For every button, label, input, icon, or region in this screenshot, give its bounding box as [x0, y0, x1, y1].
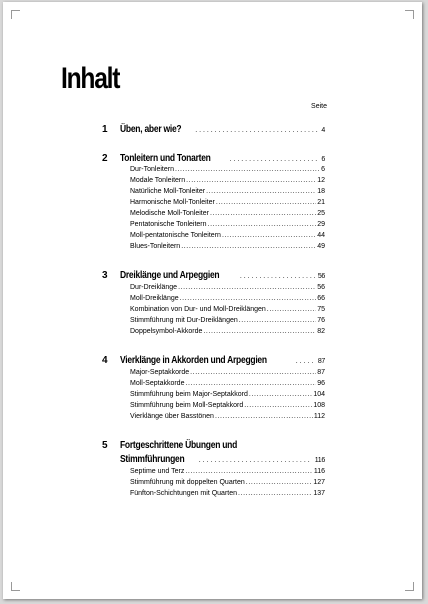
- leader-dots: [244, 402, 312, 409]
- crop-mark: [11, 10, 20, 19]
- leader-dots: [195, 127, 318, 134]
- leader-dots: [208, 221, 317, 228]
- entry-page: 18: [317, 188, 325, 195]
- entry-label: Moll-Septakkorde: [130, 380, 185, 387]
- toc-entry[interactable]: [130, 221, 325, 228]
- chapter-number: 2: [102, 153, 108, 164]
- toc-entry[interactable]: [130, 232, 325, 239]
- crop-mark: [405, 10, 414, 19]
- entry-label: Stimmführung beim Major-Septakkord: [130, 391, 248, 398]
- chapter-number: 1: [102, 124, 108, 135]
- entry-page: 108: [313, 402, 325, 409]
- entry-page: 112: [313, 413, 325, 420]
- chapter-title: Dreiklänge und Arpeggien: [120, 270, 220, 281]
- page-column-label: Seite: [311, 103, 327, 110]
- leader-dots: [203, 328, 316, 335]
- entry-label: Blues-Tonleitern: [130, 243, 181, 250]
- leader-dots: [178, 284, 316, 291]
- toc-entry[interactable]: [130, 306, 325, 313]
- chapter-number: 4: [102, 355, 108, 366]
- chapter-title-row[interactable]: [120, 355, 325, 366]
- leader-dots: [222, 232, 316, 239]
- toc-entry[interactable]: [130, 317, 325, 324]
- leader-dots: [175, 166, 320, 173]
- entry-label: Dur-Dreiklänge: [130, 284, 178, 291]
- chapter-title: Vierklänge in Akkorden und Arpeggien: [120, 355, 267, 366]
- chapter-title[interactable]: [120, 440, 258, 451]
- entry-page: 56: [317, 284, 325, 291]
- chapter-title: Tonleitern und Tonarten: [120, 153, 211, 164]
- leader-dots: [181, 243, 316, 250]
- chapter-title-row[interactable]: [120, 124, 325, 135]
- toc-entry[interactable]: [130, 369, 325, 376]
- entry-page: 6: [321, 166, 325, 173]
- entry-label: Stimmführung mit Dur-Dreiklängen: [130, 317, 238, 324]
- toc-entry[interactable]: [130, 166, 325, 173]
- chapter-title-row[interactable]: [120, 270, 325, 281]
- leader-dots: [249, 391, 312, 398]
- entry-label: Harmonische Moll-Tonleiter: [130, 199, 215, 206]
- toc-entry[interactable]: [130, 177, 325, 184]
- entry-label: Fünfton-Schichtungen mit Quarten: [130, 490, 238, 497]
- entry-page: 49: [317, 243, 325, 250]
- toc-entry[interactable]: [130, 295, 325, 302]
- entry-label: Melodische Moll-Tonleiter: [130, 210, 209, 217]
- toc-entry[interactable]: [130, 479, 325, 486]
- leader-dots: [185, 380, 316, 387]
- entry-page: 21: [317, 199, 325, 206]
- leader-dots: [199, 457, 312, 464]
- leader-dots: [190, 369, 316, 376]
- toc-entry[interactable]: [130, 284, 325, 291]
- crop-mark: [405, 582, 414, 591]
- chapter-page: 116: [314, 457, 325, 464]
- entry-page: 75: [317, 306, 325, 313]
- crop-mark: [11, 582, 20, 591]
- leader-dots: [239, 317, 316, 324]
- leader-dots: [186, 177, 316, 184]
- book-page: [3, 2, 422, 599]
- entry-page: 66: [317, 295, 325, 302]
- chapter-page: 56: [317, 273, 325, 280]
- entry-label: Pentatonische Tonleitern: [130, 221, 207, 228]
- toc-entry[interactable]: [130, 413, 325, 420]
- entry-label: Dur-Tonleitern: [130, 166, 174, 173]
- chapter-page: 87: [317, 358, 325, 365]
- toc-entry[interactable]: [130, 243, 325, 250]
- page-title: Inhalt: [61, 62, 120, 95]
- entry-label: Kombination von Dur- und Moll-Dreiklängen: [130, 306, 266, 313]
- chapter-title-row[interactable]: [120, 454, 325, 465]
- entry-page: 29: [317, 221, 325, 228]
- leader-dots: [185, 468, 312, 475]
- toc-entry[interactable]: [130, 380, 325, 387]
- entry-page: 82: [317, 328, 325, 335]
- entry-label: Vierklänge über Basstönen: [130, 413, 214, 420]
- leader-dots: [215, 413, 313, 420]
- leader-dots: [246, 479, 313, 486]
- toc-entry[interactable]: [130, 490, 325, 497]
- chapter-title-line: Fortgeschrittene Übungen und: [120, 440, 238, 451]
- entry-label: Septime und Terz: [130, 468, 185, 475]
- entry-page: 127: [313, 479, 325, 486]
- toc-entry[interactable]: [130, 391, 325, 398]
- leader-dots: [206, 188, 316, 195]
- entry-label: Moll-Dreiklänge: [130, 295, 179, 302]
- entry-page: 137: [313, 490, 325, 497]
- chapter-page: 4: [321, 127, 325, 134]
- entry-label: Stimmführung beim Moll-Septakkord: [130, 402, 244, 409]
- leader-dots: [180, 295, 317, 302]
- entry-label: Stimmführung mit doppelten Quarten: [130, 479, 245, 486]
- leader-dots: [230, 156, 319, 163]
- entry-page: 44: [317, 232, 325, 239]
- chapter-number: 5: [102, 440, 108, 451]
- leader-dots: [296, 358, 315, 365]
- entry-label: Doppelsymbol-Akkorde: [130, 328, 203, 335]
- entry-page: 96: [317, 380, 325, 387]
- leader-dots: [238, 490, 312, 497]
- leader-dots: [216, 199, 316, 206]
- entry-label: Major-Septakkorde: [130, 369, 190, 376]
- entry-label: Modale Tonleitern: [130, 177, 186, 184]
- entry-page: 104: [313, 391, 325, 398]
- toc-entry[interactable]: [130, 188, 325, 195]
- chapter-title-row[interactable]: [120, 153, 325, 164]
- chapter-page: 6: [321, 156, 325, 163]
- entry-page: 87: [317, 369, 325, 376]
- leader-dots: [210, 210, 316, 217]
- toc-entry[interactable]: [130, 199, 325, 206]
- chapter-title-line: Stimmführungen: [120, 454, 185, 465]
- leader-dots: [240, 273, 315, 280]
- toc-entry[interactable]: [130, 468, 325, 475]
- entry-page: 12: [317, 177, 325, 184]
- entry-label: Natürliche Moll-Tonleiter: [130, 188, 206, 195]
- toc-entry[interactable]: [130, 402, 325, 409]
- toc-entry[interactable]: [130, 210, 325, 217]
- toc-entry[interactable]: [130, 328, 325, 335]
- entry-page: 25: [317, 210, 325, 217]
- entry-page: 76: [317, 317, 325, 324]
- chapter-title: Üben, aber wie?: [120, 124, 182, 135]
- entry-page: 116: [313, 468, 325, 475]
- entry-label: Moll-pentatonische Tonleitern: [130, 232, 221, 239]
- leader-dots: [267, 306, 316, 313]
- chapter-number: 3: [102, 270, 108, 281]
